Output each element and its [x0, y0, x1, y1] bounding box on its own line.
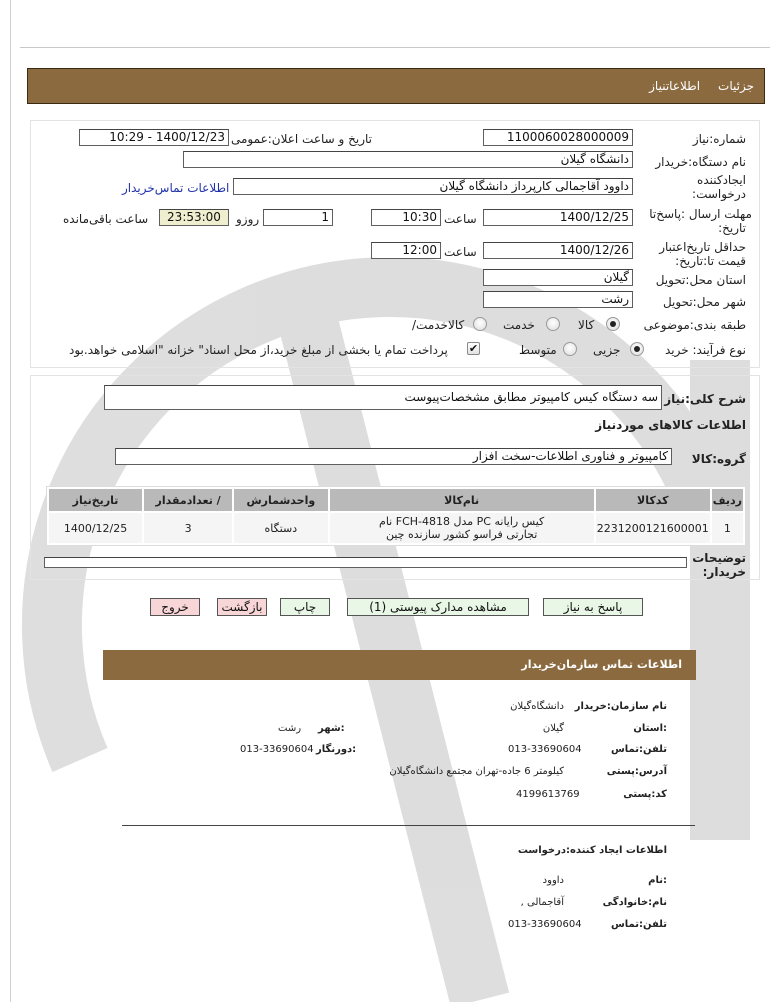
- requester-phone-value: 013-33690604: [508, 919, 582, 930]
- category-radio-goods-service[interactable]: [473, 317, 487, 331]
- creator-label-2: :درخواست: [692, 187, 746, 201]
- address-label: آدرس:پستی: [606, 766, 667, 777]
- print-button[interactable]: چاپ: [280, 598, 330, 616]
- process-medium-label: متوسط: [519, 343, 557, 357]
- postal-code-label: کد:پستی: [623, 789, 667, 800]
- city-label: :شهر: [318, 723, 345, 734]
- creator-field[interactable]: داوود آقاجمالی کارپرداز دانشگاه گیلان: [233, 178, 633, 195]
- price-validity-label-2: :قیمت تا:تاریخ: [675, 254, 746, 268]
- days-label: روزو: [236, 212, 260, 226]
- address-value: کیلومتر 6 جاده-تهران مجتمع دانشگاه‌گیلان: [389, 766, 564, 777]
- tab-need-info[interactable]: اطلاعاتنیاز: [649, 79, 701, 93]
- delivery-province-field[interactable]: گیلان: [483, 269, 633, 286]
- category-label: طبقه بندی:موضوعی: [643, 318, 746, 332]
- goods-table: [46, 486, 746, 546]
- cell-date: 1400/12/25: [49, 513, 142, 543]
- delivery-city-label: شهر محل:تحویل: [662, 295, 746, 309]
- treasury-payment-note: پرداخت تمام یا بخشی از مبلغ خرید،از محل اسناد" خزانه "اسلامی خواهد.بود: [69, 343, 448, 357]
- remaining-days-field[interactable]: 1: [263, 209, 333, 226]
- buyer-contact-link[interactable]: اطلاعات تماس‌خریدار: [122, 181, 230, 195]
- delivery-city-field[interactable]: رشت: [483, 291, 633, 308]
- cell-name-line1: کیس رایانه PC مدل FCH-4818 نام: [379, 515, 545, 528]
- fax-value: 013-33690604: [240, 744, 314, 755]
- category-goods-service-label: /کالاخدمت: [412, 318, 465, 332]
- cell-unit: دستگاه: [234, 513, 327, 543]
- process-minor-label: جزیی: [593, 343, 621, 357]
- col-name: نام‌کالا: [330, 489, 594, 511]
- col-code: کدکالا: [596, 489, 710, 511]
- province-value: گیلان: [542, 723, 564, 734]
- fax-label: :دورنگار: [316, 744, 357, 755]
- section-divider: [122, 825, 695, 826]
- view-documents-button[interactable]: مشاهده مدارک پیوستی (1): [347, 598, 529, 616]
- col-qty: / تعدادمقدار: [144, 489, 232, 511]
- category-radio-goods[interactable]: [606, 317, 620, 331]
- price-validity-time-label: ساعت: [444, 245, 477, 259]
- price-validity-date-field[interactable]: 1400/12/26: [483, 242, 633, 259]
- left-border: [10, 0, 11, 1002]
- col-row: ردیف: [712, 489, 743, 511]
- requester-last-name-value: آقاجمالی ,: [520, 897, 564, 908]
- cell-qty: 3: [144, 513, 232, 543]
- requester-last-name-label: نام:خانوادگی: [602, 897, 667, 908]
- treasury-payment-checkbox[interactable]: ✔: [468, 342, 479, 355]
- exit-button[interactable]: خروج: [150, 598, 200, 616]
- buyer-notes-label-1: توضیحات: [692, 551, 746, 565]
- tab-details[interactable]: جزئیات: [718, 79, 754, 93]
- province-label: :استان: [633, 723, 667, 734]
- cell-name-line2: تجارتی فراسو کشور سازنده چین: [385, 528, 538, 541]
- summary-label: شرح کلی:نیاز: [664, 392, 746, 406]
- creator-label-1: ایجادکننده: [697, 173, 746, 187]
- need-number-field[interactable]: 1100060028000009: [483, 129, 633, 146]
- need-number-label: شماره:نیاز: [692, 132, 746, 146]
- remaining-time-field: 23:53:00: [159, 209, 229, 226]
- response-deadline-label-2: :تاریخ: [718, 221, 746, 235]
- top-divider: [20, 47, 770, 48]
- process-radio-medium[interactable]: [563, 342, 577, 356]
- requester-phone-label: تلفن:تماس: [610, 919, 667, 930]
- remaining-time-label: ساعت باقی‌مانده: [63, 212, 149, 226]
- org-name-value: دانشگاه‌گیلان: [510, 701, 564, 712]
- table-row: [49, 513, 743, 543]
- goods-group-field[interactable]: کامپیوتر و فناوری اطلاعات-سخت افزار: [115, 448, 672, 465]
- phone-label: تلفن:تماس: [610, 744, 667, 755]
- response-time-label: ساعت: [444, 212, 477, 226]
- cell-row: 1: [712, 513, 743, 543]
- city-value: رشت: [278, 723, 302, 734]
- category-service-label: خدمت: [503, 318, 535, 332]
- phone-value: 013-33690604: [508, 744, 582, 755]
- price-validity-time-field[interactable]: 12:00: [371, 242, 441, 259]
- category-goods-label: کالا: [578, 318, 595, 332]
- announce-datetime-label: تاریخ و ساعت اعلان:عمومی: [231, 132, 373, 146]
- goods-heading: اطلاعات کالاهای موردنیاز: [595, 418, 746, 432]
- buyer-org-label: نام دستگاه:خریدار: [655, 155, 746, 169]
- response-date-field[interactable]: 1400/12/25: [483, 209, 633, 226]
- delivery-province-label: استان محل:تحویل: [655, 273, 746, 287]
- goods-table-header: [49, 489, 743, 511]
- buyer-notes-label-2: :خریدار: [702, 565, 746, 579]
- org-name-label: نام سازمان:خریدار: [574, 701, 667, 712]
- postal-code-value: 4199613769: [516, 789, 580, 800]
- response-deadline-label-1: مهلت ارسال :پاسخ‌تا: [649, 207, 752, 221]
- cell-name: [330, 513, 594, 543]
- requester-first-name-label: :نام: [648, 875, 667, 886]
- col-unit: واحدشمارش: [234, 489, 327, 511]
- buyer-contact-header: اطلاعات تماس سازمان‌خریدار: [103, 650, 696, 680]
- requester-title: اطلاعات ایجاد کننده:درخواست: [517, 845, 667, 856]
- cell-code: 2231200121600001: [596, 513, 710, 543]
- summary-field[interactable]: سه دستگاه کیس کامپیوتر مطابق مشخصات‌پیوست: [104, 385, 662, 410]
- reply-button[interactable]: پاسخ به نیاز: [543, 598, 643, 616]
- process-radio-minor[interactable]: [630, 342, 644, 356]
- announce-datetime-field[interactable]: 1400/12/23 - 10:29: [79, 129, 229, 146]
- buyer-org-field[interactable]: دانشگاه گیلان: [183, 151, 633, 168]
- goods-group-label: گروه:کالا: [691, 452, 746, 466]
- requester-first-name-value: داوود: [542, 875, 564, 886]
- buyer-notes-field[interactable]: [44, 557, 687, 568]
- process-type-label: نوع فرآیند: خرید: [665, 343, 746, 357]
- back-button[interactable]: بازگشت: [217, 598, 267, 616]
- price-validity-label-1: حداقل تاریخ‌اعتبار: [659, 240, 746, 254]
- col-date: تاریخ‌نیاز: [49, 489, 142, 511]
- response-time-field[interactable]: 10:30: [371, 209, 441, 226]
- header-bar: [27, 68, 765, 104]
- category-radio-service[interactable]: [546, 317, 560, 331]
